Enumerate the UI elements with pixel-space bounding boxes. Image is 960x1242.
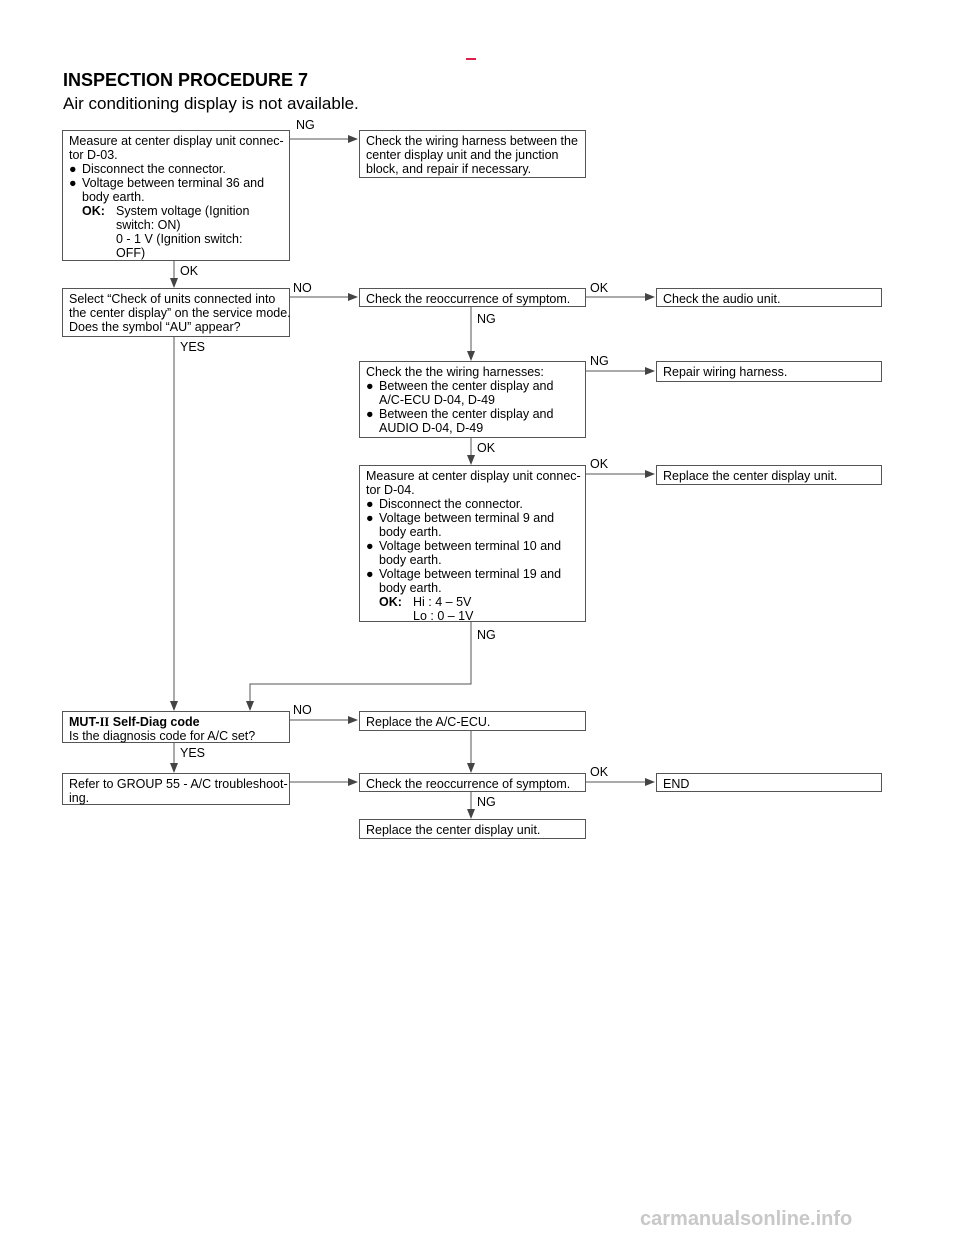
box-measure-d03 — [62, 130, 290, 261]
box-select-check-units — [62, 288, 290, 337]
box-line — [366, 823, 579, 837]
box-text: ing. — [69, 791, 90, 805]
bullet-icon: ● — [366, 567, 374, 581]
box-text: Check the the wiring harnesses: — [366, 365, 544, 379]
box-mut-self-diag — [62, 711, 290, 743]
box-line — [69, 791, 283, 805]
box-text: Lo : 0 – 1V — [413, 609, 474, 623]
box-line — [69, 292, 283, 306]
box-text: Check the audio unit. — [663, 292, 781, 306]
box-line — [69, 246, 283, 260]
box-check-audio-unit — [656, 288, 882, 307]
box-line — [69, 320, 283, 334]
box-text: OFF) — [116, 246, 146, 260]
box-text: Disconnect the connector. — [379, 497, 523, 511]
box-line — [69, 162, 283, 176]
box-text: Replace the center display unit. — [366, 823, 541, 837]
box-line — [366, 162, 579, 176]
box-text: body earth. — [379, 553, 442, 567]
box-line — [69, 306, 291, 320]
box-text: Replace the A/C-ECU. — [366, 715, 491, 729]
box-text: A/C-ECU D-04, D-49 — [379, 393, 495, 407]
box-text: block, and repair if necessary. — [366, 162, 532, 176]
box-text: Between the center display and — [379, 407, 554, 421]
box-text: body earth. — [82, 190, 145, 204]
box-check-wiring-junction — [359, 130, 586, 178]
label-b4-ng: NG — [477, 312, 496, 326]
box-line — [366, 365, 579, 379]
box-line — [366, 292, 579, 306]
box-text: Select “Check of units connected into — [69, 292, 276, 306]
box-text: Voltage between terminal 19 and — [379, 567, 562, 581]
box-line — [69, 134, 283, 148]
box-line — [366, 469, 579, 483]
bullet-icon: ● — [366, 539, 374, 553]
box-text: Voltage between terminal 36 and — [82, 176, 265, 190]
box-line — [69, 148, 283, 162]
box-line — [366, 777, 579, 791]
box-line — [366, 407, 579, 421]
box-text: System voltage (Ignition — [116, 204, 250, 218]
box-line — [663, 365, 875, 379]
box-text: Refer to GROUP 55 - A/C troubleshoot- — [69, 777, 288, 791]
box-line — [69, 729, 283, 743]
box-text: Measure at center display unit connec- — [69, 134, 284, 148]
roman-numeral: II — [99, 715, 110, 729]
box-text: Replace the center display unit. — [663, 469, 838, 483]
page-title: INSPECTION PROCEDURE 7 — [63, 70, 309, 90]
box-text: Check the reoccurrence of symptom. — [366, 777, 571, 791]
box-line — [69, 232, 283, 246]
label-b8-ok: OK — [590, 457, 609, 471]
box-replace-ac-ecu — [359, 711, 586, 731]
box-text: center display unit and the junction — [366, 148, 559, 162]
label-b10-no: NO — [293, 703, 312, 717]
box-text: Check the wiring harness between the — [366, 134, 578, 148]
box-line — [69, 715, 283, 729]
box-text: Voltage between terminal 9 and — [379, 511, 555, 525]
box-line — [366, 511, 579, 525]
watermark: carmanualsonline.info — [640, 1208, 853, 1230]
box-text: tor D-03. — [69, 148, 118, 162]
box-text: tor D-04. — [366, 483, 415, 497]
box-line — [69, 218, 283, 232]
box-line — [663, 469, 875, 483]
box-line — [366, 539, 579, 553]
label-b3-no: NO — [293, 281, 312, 295]
box-line — [366, 581, 579, 595]
box-line — [366, 553, 579, 567]
box-text: body earth. — [379, 525, 442, 539]
box-line — [366, 715, 579, 729]
box-measure-d04 — [359, 465, 586, 622]
arrow-b8-b10 — [250, 622, 471, 710]
label-b6-ok: OK — [477, 441, 496, 455]
box-line — [366, 148, 579, 162]
box-text: body earth. — [379, 581, 442, 595]
bullet-icon: ● — [69, 162, 77, 176]
box-line — [69, 190, 283, 204]
label-b4-ok: OK — [590, 281, 609, 295]
box-line — [69, 176, 283, 190]
label-b13-ng: NG — [477, 795, 496, 809]
box-text: Is the diagnosis code for A/C set? — [69, 729, 256, 743]
box-repair-wiring — [656, 361, 882, 382]
box-text: Self-Diag code — [112, 715, 200, 729]
bullet-icon: ● — [69, 176, 77, 190]
box-line — [663, 292, 875, 306]
box-line — [366, 421, 579, 435]
box-text: Disconnect the connector. — [82, 162, 226, 176]
bullet-icon: ● — [366, 511, 374, 525]
box-text: AUDIO D-04, D-49 — [379, 421, 484, 435]
label-b8-ng: NG — [477, 628, 496, 642]
box-replace-display-2 — [359, 819, 586, 839]
box-text: 0 - 1 V (Ignition switch: — [116, 232, 243, 246]
box-text: switch: ON) — [116, 218, 181, 232]
label-b1-ng: NG — [296, 118, 315, 132]
box-end — [656, 773, 882, 792]
box-line — [366, 483, 579, 497]
box-line — [366, 609, 579, 623]
box-text: the center display” on the service mode. — [69, 306, 291, 320]
box-line — [366, 525, 579, 539]
label-b3-yes: YES — [180, 340, 206, 354]
box-check-wiring-harnesses — [359, 361, 586, 438]
box-line — [366, 497, 579, 511]
bullet-icon: ● — [366, 497, 374, 511]
box-text: END — [663, 777, 690, 791]
box-text: Repair wiring harness. — [663, 365, 788, 379]
box-text: Check the reoccurrence of symptom. — [366, 292, 571, 306]
box-text: Between the center display and — [379, 379, 554, 393]
box-refer-group-55 — [62, 773, 290, 805]
bullet-icon: ● — [366, 379, 374, 393]
box-line — [366, 567, 579, 581]
ok-label: OK: — [379, 595, 402, 609]
box-replace-display-1 — [656, 465, 882, 485]
box-text: Voltage between terminal 10 and — [379, 539, 562, 553]
bullet-icon: ● — [366, 407, 374, 421]
box-line — [366, 379, 579, 393]
page-subtitle: Air conditioning display is not available. — [63, 94, 359, 113]
box-check-reoccurrence-1 — [359, 288, 586, 307]
label-b1-ok: OK — [180, 264, 199, 278]
box-text: Does the symbol “AU” appear? — [69, 320, 241, 334]
box-text: Measure at center display unit connec- — [366, 469, 581, 483]
box-line — [366, 393, 579, 407]
box-line — [366, 595, 579, 609]
ok-label: OK: — [82, 204, 105, 218]
box-line — [366, 134, 579, 148]
box-line — [69, 777, 288, 791]
label-b13-ok: OK — [590, 765, 609, 779]
box-line — [69, 204, 283, 218]
box-text: Hi : 4 – 5V — [413, 595, 472, 609]
box-check-reoccurrence-2 — [359, 773, 586, 792]
label-b10-yes: YES — [180, 746, 206, 760]
label-b6-ng: NG — [590, 354, 609, 368]
mut-prefix: MUT- — [69, 715, 100, 729]
box-line — [663, 777, 875, 791]
